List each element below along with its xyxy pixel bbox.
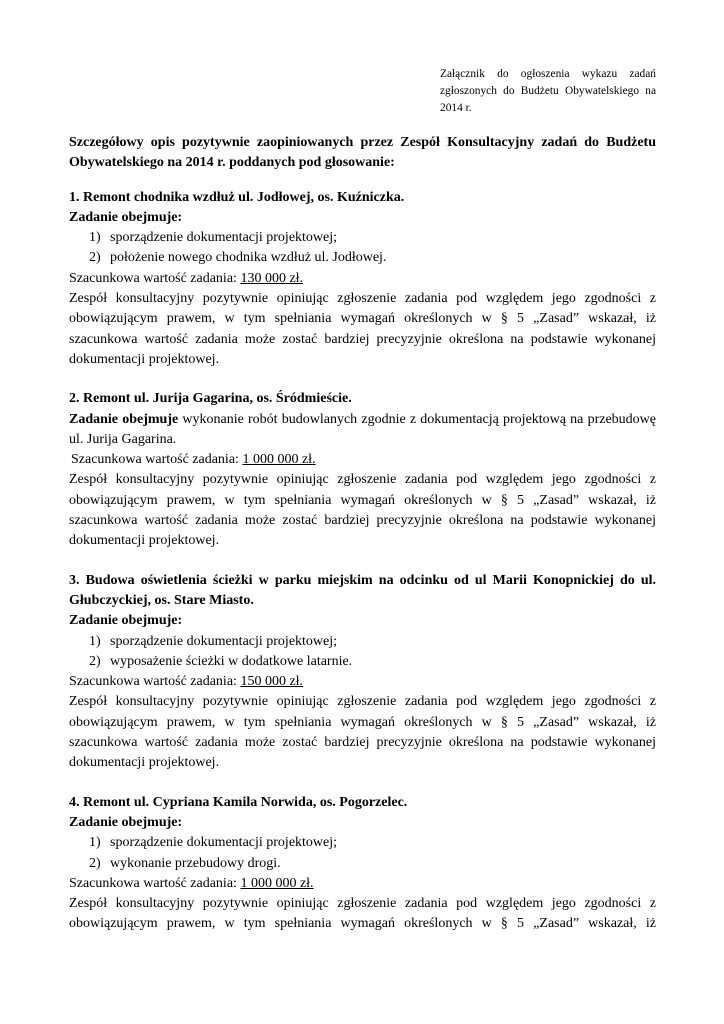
document-body (69, 133, 656, 935)
estimate-label: Szacunkowa wartość zadania: (71, 452, 243, 468)
list-item-text: wyposażenie ścieżki w dodatkowe latarnie. (110, 653, 353, 669)
estimate-amount: 150 000 zł. (240, 674, 304, 690)
list-item-text: sporządzenie dokumentacji projektowej; (110, 230, 338, 246)
list-item (69, 833, 656, 853)
scope-label: Zadanie obejmuje (69, 411, 179, 427)
list-item-text: sporządzenie dokumentacji projektowej; (110, 835, 338, 851)
opinion-text: Zespół konsultacyjny pozytywnie opiniując zgłoszenie zadania pod względem jego zgodności z obowiązującym prawem, w tym spełniania wymagań określonych w § 5 „Zasad” wskazał, iż (69, 896, 656, 932)
list-item-number: 1) (89, 835, 101, 851)
list-item (69, 854, 656, 874)
intro-title: Szczegółowy opis pozytywnie zaopiniowanych przez Zespół Konsultacyjny zadań do Budżetu Obywatelskiego na 2014 r. poddanych pod głosowanie: (69, 135, 656, 171)
attachment-note: Załącznik do ogłoszenia wykazu zadań zgłoszonych do Budżetu Obywatelskiego na 2014 r. (440, 68, 656, 114)
estimate-line (69, 672, 656, 692)
scope-label: Zadanie obejmuje: (69, 209, 183, 225)
task-section-3 (69, 571, 656, 774)
list-item-number: 1) (89, 633, 101, 649)
list-item-number: 2) (89, 653, 101, 669)
estimate-amount: 1 000 000 zł. (240, 875, 314, 891)
scope-label: Zadanie obejmuje: (69, 814, 183, 830)
opinion-text: Zespół konsultacyjny pozytywnie opiniując zgłoszenie zadania pod względem jego zgodności z obowiązującym prawem, w tym spełniania wymagań określonych w § 5 „Zasad” wskazał, iż szacunkowa wartość zadania może zostać bardziej precyzyjnie określona na podstawie wykonanej dokumentacji projektowej. (69, 472, 656, 549)
task-title: 3. Budowa oświetlenia ścieżki w parku miejskim na odcinku od ul Marii Konopnickiej do ul. Głubczyckiej, os. Stare Miasto. (69, 572, 656, 608)
estimate-line (69, 269, 656, 289)
estimate-line (69, 450, 656, 470)
opinion-text: Zespół konsultacyjny pozytywnie opiniując zgłoszenie zadania pod względem jego zgodności z obowiązującym prawem, w tym spełniania wymagań określonych w § 5 „Zasad” wskazał, iż szacunkowa wartość zadania może zostać bardziej precyzyjnie określona na podstawie wykonanej dokumentacji projektowej. (69, 291, 656, 367)
list-item-text: wykonanie przebudowy drogi. (110, 855, 281, 871)
task-section-2 (69, 389, 656, 551)
list-item (69, 228, 656, 248)
opinion-text: Zespół konsultacyjny pozytywnie opiniując zgłoszenie zadania pod względem jego zgodności z obowiązującym prawem, w tym spełniania wymagań określonych w § 5 „Zasad” wskazał, iż szacunkowa wartość zadania może zostać bardziej precyzyjnie określona na podstawie wykonanej dokumentacji projektowej. (69, 694, 656, 771)
task-title: 4. Remont ul. Cypriana Kamila Norwida, os. Pogorzelec. (69, 794, 408, 810)
estimate-line (69, 874, 656, 894)
list-item (69, 632, 656, 652)
task-title: 1. Remont chodnika wzdłuż ul. Jodłowej, os. Kuźniczka. (69, 189, 405, 205)
estimate-label: Szacunkowa wartość zadania: (69, 674, 241, 690)
list-item-number: 2) (89, 250, 101, 266)
list-item-text: położenie nowego chodnika wzdłuż ul. Jodłowej. (110, 250, 387, 266)
list-item-number: 2) (89, 855, 101, 871)
task-title: 2. Remont ul. Jurija Gagarina, os. Śródmieście. (69, 391, 352, 407)
scope-text: wykonanie robót budowlanych zgodnie z dokumentacją projektową na przebudowę ul. Jurija Gagarina. (69, 411, 657, 447)
task-section-4 (69, 793, 656, 935)
list-item (69, 652, 656, 672)
scope-label: Zadanie obejmuje: (69, 613, 183, 629)
list-item (69, 248, 656, 268)
estimate-amount: 1 000 000 zł. (242, 452, 316, 468)
estimate-label: Szacunkowa wartość zadania: (69, 270, 241, 286)
task-section-1 (69, 188, 656, 371)
scope-paragraph (69, 410, 656, 451)
list-item-text: sporządzenie dokumentacji projektowej; (110, 633, 338, 649)
estimate-amount: 130 000 zł. (240, 270, 304, 286)
list-item-number: 1) (89, 230, 101, 246)
estimate-label: Szacunkowa wartość zadania: (69, 875, 241, 891)
